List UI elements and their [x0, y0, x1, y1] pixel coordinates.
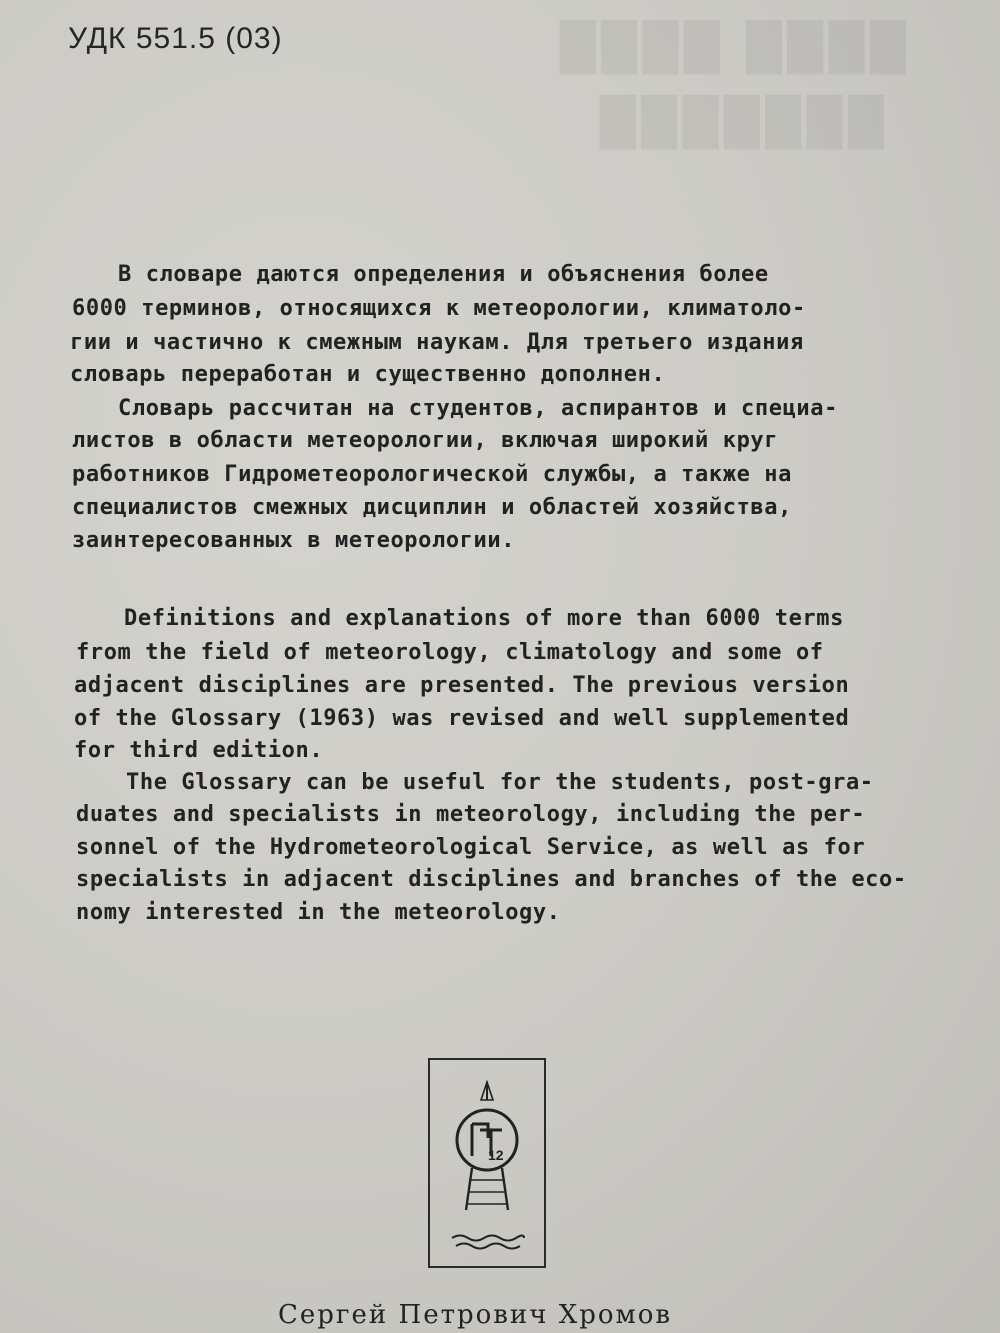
udk-code: УДК 551.5 (03) — [68, 22, 283, 55]
author-name: Сергей Петрович Хромов — [278, 1300, 673, 1330]
abstract-line: of the Glossary (1963) was revised and well supplemented — [74, 706, 850, 731]
abstract-line: листов в области метеорологии, включая широкий круг — [72, 428, 779, 453]
abstract-line: sonnel of the Hydrometeorological Service, as well as for — [76, 835, 866, 860]
abstract-line: specialists in adjacent disciplines and branches of the eco- — [76, 867, 907, 892]
abstract-line: 6000 терминов, относящихся к метеорологии, климатоло- — [72, 296, 806, 321]
abstract-line: Definitions and explanations of more than 6000 terms — [124, 606, 844, 631]
abstract-line: гии и частично к смежным наукам. Для третьего издания — [70, 330, 804, 355]
abstract-line: for third edition. — [74, 738, 324, 763]
abstract-line: nomy interested in the meteorology. — [76, 900, 561, 925]
show-through-text: ████ ████ — [560, 20, 912, 74]
publisher-emblem-icon — [430, 1060, 544, 1266]
abstract-line: adjacent disciplines are presented. The previous version — [74, 673, 850, 698]
abstract-line: заинтересованных в метеорологии. — [72, 528, 516, 553]
publisher-logo-frame — [428, 1058, 546, 1268]
abstract-line: duates and specialists in meteorology, including the per- — [76, 802, 866, 827]
abstract-line: словарь переработан и существенно дополнен. — [70, 362, 666, 387]
abstract-line: Словарь рассчитан на студентов, аспирантов и специа- — [118, 396, 838, 421]
abstract-line: В словаре даются определения и объяснения более — [118, 262, 769, 287]
abstract-line: from the field of meteorology, climatology and some of — [76, 640, 824, 665]
abstract-line: специалистов смежных дисциплин и областей хозяйства, — [72, 495, 792, 520]
abstract-line: работников Гидрометеорологической службы, а также на — [72, 462, 792, 487]
logo-number: 12 — [488, 1147, 504, 1163]
show-through-text: ███████ — [600, 95, 890, 149]
abstract-line: The Glossary can be useful for the students, post-gra- — [126, 770, 874, 795]
